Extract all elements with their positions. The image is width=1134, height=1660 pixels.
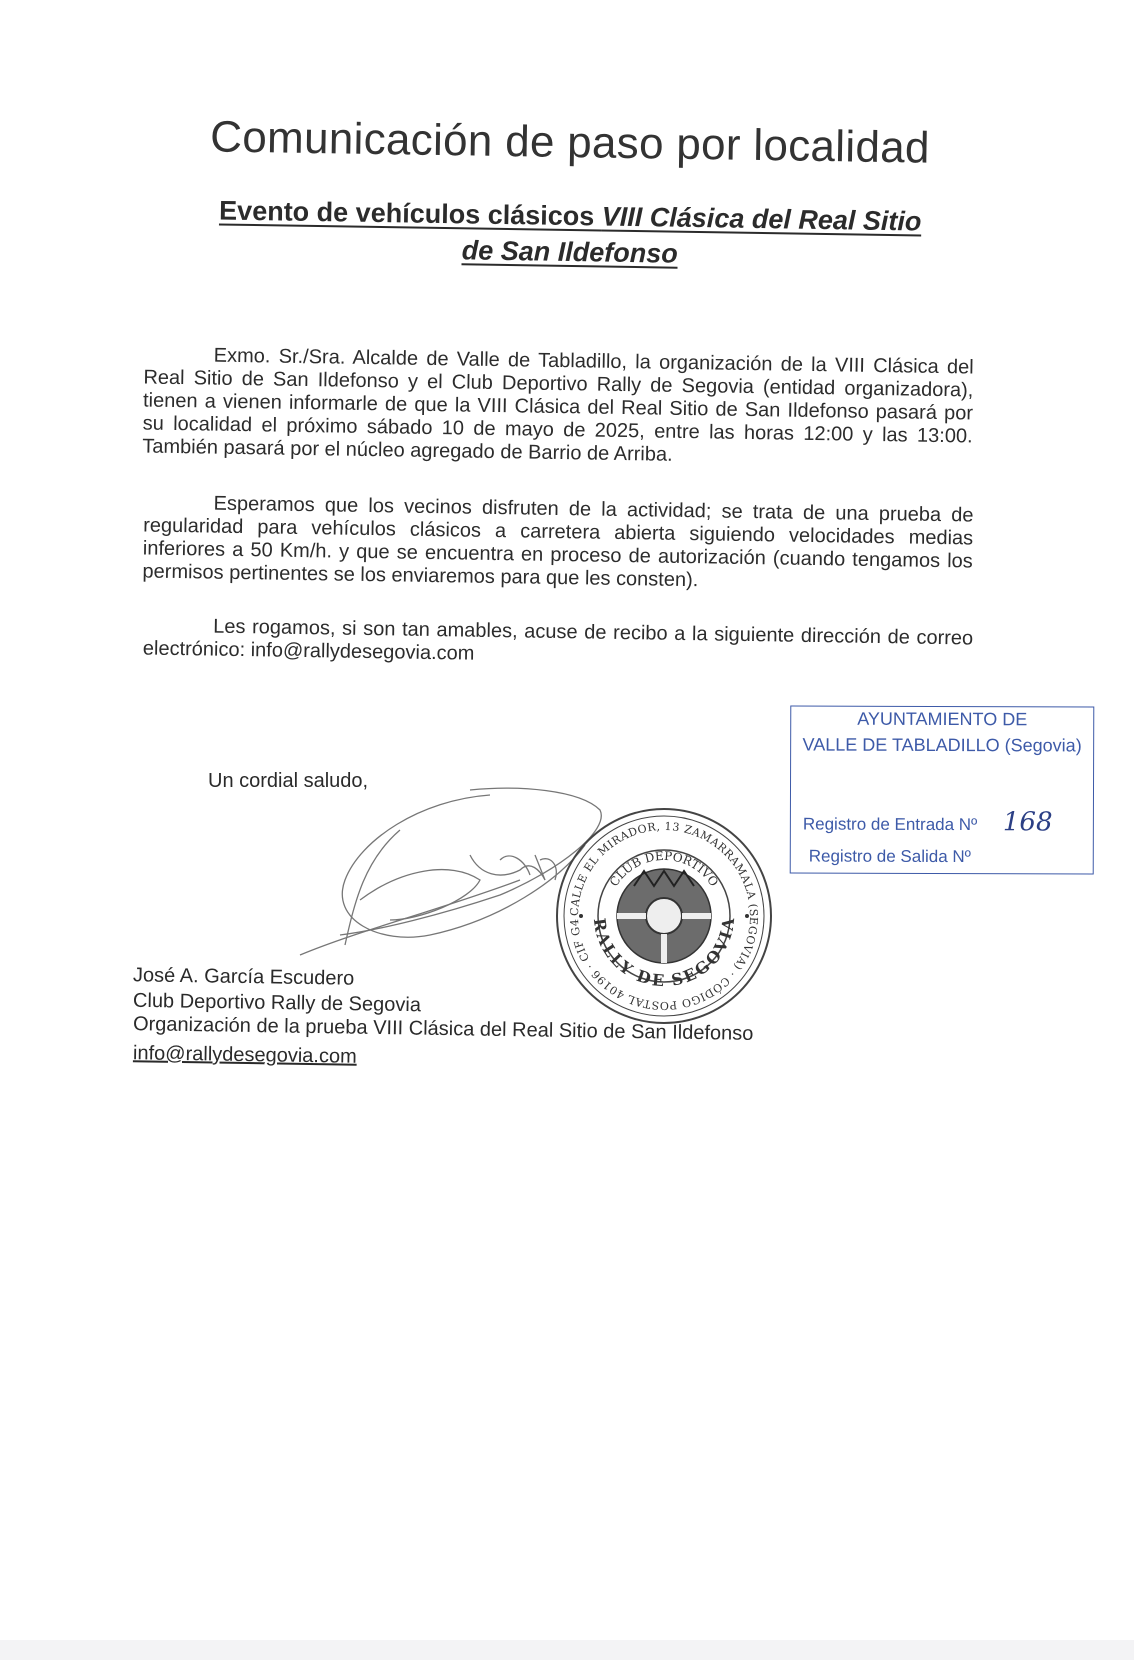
page-title: Comunicación de paso por localidad [209, 112, 931, 173]
signer-name: José A. García Escudero [132, 964, 355, 990]
page-bottom-edge [0, 1640, 1134, 1660]
subtitle-plain: Evento de vehículos clásicos [218, 195, 603, 232]
club-seal [557, 809, 771, 1023]
stamp-entrada-label: Registro de Entrada Nº [802, 814, 978, 835]
seal-inner-top: CLUB DEPORTIVO [606, 848, 722, 889]
registry-stamp [790, 705, 1095, 874]
paragraph-intro: Exmo. Sr./Sra. Alcalde de Valle de Tabladillo, la organización de la VIII Clásica del Real Sitio de San Ildefonso y el Club Deportivo Rally de Segovia (entidad organizadora), tienen a vienen informarle de que la VIII Clásica del Real Sitio de San Ildefonso pasará por su localidad el próximo sábado 10 de mayo de 2025, entre las horas 12:00 y las 13:00. También pasará por el núcleo agregado de Barrio de Arriba. [142, 344, 974, 466]
stamp-line-1: AYUNTAMIENTO DE [857, 708, 1028, 730]
stamp-entrada-number: 168 [1002, 807, 1053, 838]
stamp-salida-label: Registro de Salida Nº [808, 846, 971, 867]
paragraph-request: Les rogamos, si son tan amables, acuse de recibo a la siguiente dirección de correo electrónico: info@rallydesegovia.com [142, 615, 974, 665]
seal-outer-text: CALLE EL MIRADOR, 13 ZAMARRAMALA (SEGOVIA) · CÓDIGO POSTAL 40196 · CIF G4 [567, 819, 761, 1013]
signer-email-link[interactable]: info@rallydesegovia.com [132, 1042, 357, 1068]
subtitle-italic-2: de San Ildefonso [461, 235, 678, 269]
handwritten-signature [300, 788, 601, 955]
subtitle-italic-1: VIII Clásica del Real Sitio [601, 201, 922, 237]
stamp-line-2: VALLE DE TABLADILLO (Segovia) [802, 734, 1082, 756]
paragraph-description: Esperamos que los vecinos disfruten de la actividad; se trata de una prueba de regularidad para vehículos clásicos a carretera abierta siguiendo velocidades medias inferiores a 50 Km/h. y que se encuentra en proceso de autorización (cuando tengamos los permisos pertinentes se los enviaremos para que les consten). [142, 492, 974, 592]
signer-role: Organización de la prueba VIII Clásica del Real Sitio de San Ildefonso [132, 1013, 754, 1045]
seal-inner-bottom: RALLY DE SEGOVIA [589, 916, 739, 991]
closing-salutation: Un cordial saludo, [208, 770, 369, 792]
signer-club: Club Deportivo Rally de Segovia [132, 989, 422, 1017]
